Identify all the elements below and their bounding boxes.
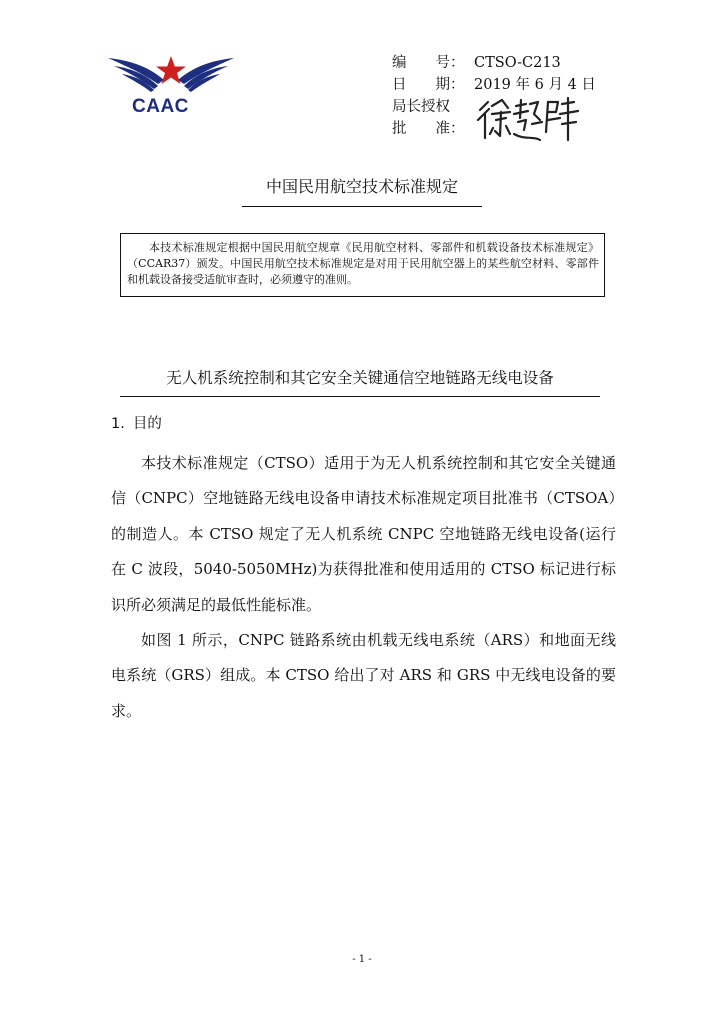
meta-value: CTSO-C213 xyxy=(474,55,561,71)
section-number: 1. xyxy=(111,416,125,432)
paragraph: 如图 1 所示，CNPC 链路系统由机载无线电系统（ARS）和地面无线电系统（GRS）组成。本 CTSO 给出了对 ARS 和 GRS 中无线电设备的要求。 xyxy=(111,631,616,720)
paragraph: 本技术标准规定（CTSO）适用于为无人机系统控制和其它安全关键通信（CNPC）空地链路无线电设备申请技术标准规定项目批准书（CTSOA）的制造人。本 CTSO 规定了无人机系统 CNPC 空地链路无线电设备(运行在 C 波段，5040-5050MHz)为获得批准和使用适用的 CTSO 标记进行标识所必须满足的最低性能标准。 xyxy=(111,454,616,614)
meta-label: 批 准： xyxy=(392,121,465,137)
body-text xyxy=(111,446,616,729)
signature-drawing xyxy=(474,96,582,142)
meta-row-date xyxy=(392,74,596,96)
meta-label: 编 号： xyxy=(392,55,465,71)
document-title: 中国民用航空技术标准规定 xyxy=(242,174,482,207)
meta-value: 2019 年 6 月 4 日 xyxy=(474,77,596,93)
notice-box: 本技术标准规定根据中国民用航空规章《民用航空材料、零部件和机载设备技术标准规定》（CCAR37）颁发。中国民用航空技术标准规定是对用于民用航空器上的某些航空材料、零部件和机载设备接受适航审查时，必须遵守的准则。 xyxy=(120,233,605,297)
meta-label: 局长授权 xyxy=(392,99,450,115)
meta-row-number xyxy=(392,52,596,74)
wings-star-emblem xyxy=(108,52,234,96)
section-heading xyxy=(111,412,170,433)
caac-logo xyxy=(108,52,234,122)
handwritten-signature xyxy=(474,96,582,142)
logo-text: CAAC xyxy=(132,96,189,117)
standard-title: 无人机系统控制和其它安全关键通信空地链路无线电设备 xyxy=(120,366,600,397)
meta-label: 日 期： xyxy=(392,77,465,93)
section-title: 目的 xyxy=(132,416,162,432)
page-number: - 1 - xyxy=(352,954,372,965)
